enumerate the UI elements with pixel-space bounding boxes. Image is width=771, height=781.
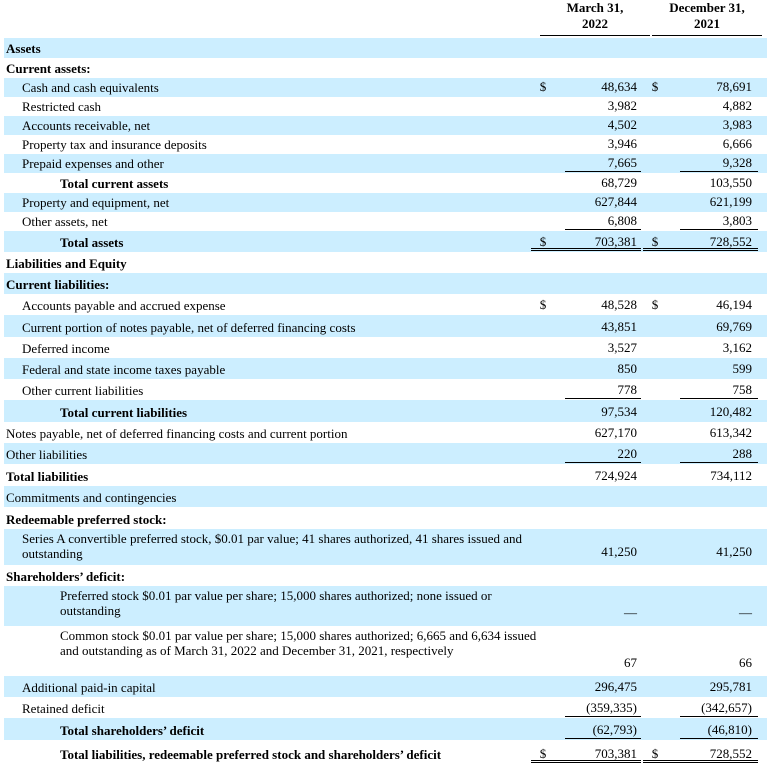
- value-december-2021: 69,769: [716, 319, 752, 334]
- value-december-2021: 621,199: [709, 194, 752, 209]
- table-row: [4, 486, 767, 507]
- dollar-sign: $: [539, 79, 547, 94]
- value-march-2022: 778: [617, 382, 637, 397]
- row-label: Series A convertible preferred stock, $0.01 par value; 41 shares authorized, 41 shares issued and outstanding: [22, 531, 522, 561]
- column-header-march-2022-line2: 2022: [582, 16, 608, 31]
- dollar-sign: $: [651, 297, 659, 312]
- value-march-2022: 3,946: [607, 136, 637, 151]
- value-march-2022: 850: [617, 361, 637, 376]
- value-december-2021: 3,803: [722, 213, 752, 228]
- single-rule: [680, 171, 758, 172]
- table-row: [4, 358, 767, 379]
- row-label: Current assets:: [6, 61, 91, 76]
- table-row: [4, 58, 767, 78]
- row-label: Commitments and contingencies: [6, 490, 177, 505]
- value-march-2022: 4,502: [607, 117, 637, 132]
- value-december-2021: 758: [732, 382, 752, 397]
- value-december-2021: 103,550: [709, 175, 752, 190]
- column-header-march-2022: [540, 0, 650, 32]
- single-rule: [565, 716, 641, 717]
- value-march-2022: (359,335): [586, 700, 637, 715]
- table-row: [4, 565, 767, 586]
- value-december-2021: 728,552: [709, 746, 752, 761]
- table-row: [4, 231, 767, 252]
- value-march-2022: (62,793): [592, 722, 637, 737]
- dollar-sign: $: [651, 234, 659, 249]
- value-december-2021: 295,781: [709, 679, 752, 694]
- table-row: [4, 697, 767, 718]
- single-rule: [680, 229, 758, 230]
- value-december-2021: 78,691: [716, 79, 752, 94]
- value-march-2022: 68,729: [601, 175, 637, 190]
- row-label: Redeemable preferred stock:: [6, 512, 167, 527]
- value-march-2022: 703,381: [594, 746, 637, 761]
- double-rule: [643, 248, 758, 251]
- row-label: Cash and cash equivalents: [22, 80, 159, 95]
- row-label: Additional paid-in capital: [22, 680, 156, 695]
- value-december-2021: 66: [739, 655, 752, 670]
- row-label: Total current assets: [60, 176, 169, 191]
- value-december-2021: 3,983: [722, 117, 752, 132]
- table-row: [4, 586, 767, 626]
- single-rule: [565, 229, 641, 230]
- table-row: [4, 443, 767, 464]
- table-row: [4, 173, 767, 193]
- row-label: Total shareholders’ deficit: [60, 723, 205, 738]
- row-label: Federal and state income taxes payable: [22, 362, 226, 377]
- table-row: [4, 97, 767, 116]
- dollar-sign: $: [651, 79, 659, 94]
- row-label: Total liabilities: [6, 469, 89, 484]
- value-december-2021: 46,194: [716, 297, 752, 312]
- value-december-2021: 734,112: [710, 468, 752, 483]
- table-row: [4, 294, 767, 315]
- row-label: Other current liabilities: [22, 383, 144, 398]
- table-row: [4, 529, 767, 565]
- dollar-sign: $: [539, 234, 547, 249]
- table-row: [4, 507, 767, 529]
- table-row: [4, 379, 767, 400]
- table-row: [4, 400, 767, 422]
- column-header-december-2021: [652, 0, 762, 32]
- table-row: [4, 273, 767, 294]
- value-december-2021: 4,882: [722, 98, 752, 113]
- dollar-sign: $: [539, 746, 547, 761]
- table-row: [4, 135, 767, 154]
- row-label: Accounts payable and accrued expense: [22, 298, 226, 313]
- table-row: [4, 212, 767, 231]
- value-march-2022: 627,844: [594, 194, 637, 209]
- row-label: Common stock $0.01 par value per share; 15,000 shares authorized; 6,665 and 6,634 issued and outstanding as of March 31, 2022 and December 31, 2021, respectively: [60, 628, 537, 658]
- value-march-2022: 43,851: [601, 319, 637, 334]
- table-row: [4, 38, 767, 58]
- value-march-2022: 627,170: [594, 425, 637, 440]
- table-row: [4, 676, 767, 697]
- table-row: [4, 422, 767, 443]
- row-label: Restricted cash: [22, 99, 102, 114]
- row-label: Deferred income: [22, 341, 110, 356]
- column-header-rule: [652, 35, 762, 36]
- row-label: Current portion of notes payable, net of deferred financing costs: [22, 320, 356, 335]
- column-header-rule: [540, 35, 650, 36]
- table-row: [4, 193, 767, 212]
- column-header-december-2021-line2: 2021: [694, 16, 720, 31]
- row-label: Notes payable, net of deferred financing costs and current portion: [6, 426, 348, 441]
- value-march-2022: 48,634: [601, 79, 637, 94]
- value-march-2022: 67: [624, 655, 637, 670]
- row-label: Accounts receivable, net: [22, 118, 151, 133]
- row-label: Current liabilities:: [6, 277, 110, 292]
- single-rule: [565, 738, 641, 739]
- row-label: Liabilities and Equity: [6, 256, 127, 271]
- value-december-2021: (342,657): [701, 700, 752, 715]
- value-march-2022: 7,665: [607, 155, 637, 170]
- row-label: Other assets, net: [22, 214, 108, 229]
- table-row: [4, 154, 767, 173]
- column-header-december-2021-line1: December 31,: [669, 0, 745, 15]
- table-row: [4, 78, 767, 97]
- table-row: [4, 315, 767, 337]
- row-label: Property and equipment, net: [22, 195, 170, 210]
- value-december-2021: 599: [732, 361, 752, 376]
- row-label: Total liabilities, redeemable preferred stock and shareholders’ deficit: [60, 747, 442, 762]
- value-december-2021: 728,552: [709, 234, 752, 249]
- row-label: Total current liabilities: [60, 405, 188, 420]
- single-rule: [680, 398, 758, 399]
- table-row: [4, 464, 767, 486]
- value-march-2022: 296,475: [594, 679, 637, 694]
- single-rule: [680, 716, 758, 717]
- value-march-2022: —: [624, 605, 637, 620]
- value-december-2021: 288: [732, 446, 752, 461]
- row-label: Other liabilities: [6, 447, 88, 462]
- value-december-2021: 41,250: [716, 544, 752, 559]
- table-row: [4, 252, 767, 273]
- value-march-2022: 48,528: [601, 297, 637, 312]
- value-december-2021: 120,482: [709, 404, 752, 419]
- row-label: Prepaid expenses and other: [22, 156, 164, 171]
- single-rule: [680, 462, 758, 463]
- table-row: [4, 337, 767, 358]
- value-march-2022: 97,534: [601, 404, 637, 419]
- double-rule: [643, 760, 758, 763]
- value-march-2022: 724,924: [594, 468, 637, 483]
- dollar-sign: $: [651, 746, 659, 761]
- double-rule: [531, 248, 641, 251]
- double-rule: [531, 760, 641, 763]
- value-december-2021: 3,162: [722, 340, 752, 355]
- single-rule: [680, 738, 758, 739]
- value-december-2021: (46,810): [707, 722, 752, 737]
- value-december-2021: 613,342: [709, 425, 752, 440]
- row-label: Shareholders’ deficit:: [6, 569, 126, 584]
- value-march-2022: 703,381: [594, 234, 637, 249]
- value-march-2022: 41,250: [601, 544, 637, 559]
- table-row: [4, 718, 767, 740]
- value-march-2022: 3,982: [607, 98, 637, 113]
- single-rule: [565, 171, 641, 172]
- value-december-2021: 6,666: [722, 136, 752, 151]
- single-rule: [565, 398, 641, 399]
- row-label: Assets: [6, 41, 41, 56]
- value-december-2021: —: [739, 605, 752, 620]
- dollar-sign: $: [539, 297, 547, 312]
- value-march-2022: 6,808: [607, 213, 637, 228]
- row-label: Total assets: [60, 235, 124, 250]
- table-row: [4, 740, 767, 764]
- row-label: Retained deficit: [22, 701, 105, 716]
- value-december-2021: 9,328: [722, 155, 752, 170]
- single-rule: [565, 462, 641, 463]
- column-header-march-2022-line1: March 31,: [566, 0, 624, 15]
- row-label: Property tax and insurance deposits: [22, 137, 207, 152]
- value-march-2022: 3,527: [607, 340, 637, 355]
- row-label: Preferred stock $0.01 par value per share; 15,000 shares authorized; none issued or outstanding: [60, 588, 492, 618]
- table-row: [4, 116, 767, 135]
- table-row: [4, 626, 767, 676]
- value-march-2022: 220: [617, 446, 637, 461]
